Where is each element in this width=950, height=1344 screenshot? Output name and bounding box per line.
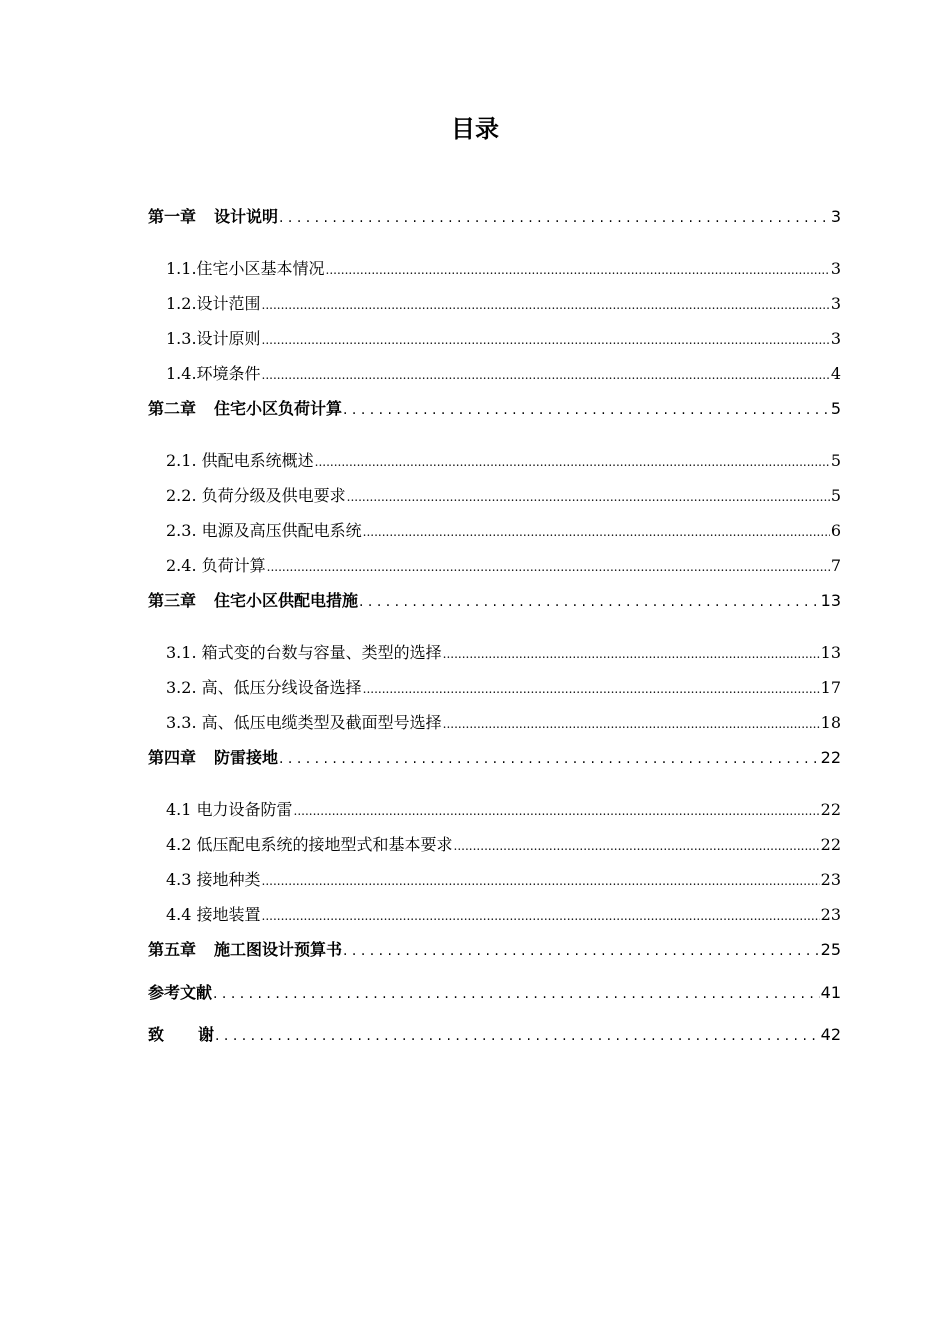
toc-entry-section-4-2[interactable] — [166, 832, 841, 858]
toc-entry-section-2-2[interactable] — [166, 483, 841, 509]
toc-entry-page: 23 — [820, 870, 841, 889]
toc-entry-title: 高、低压电缆类型及截面型号选择 — [201, 713, 442, 732]
toc-dot-leader — [326, 256, 830, 283]
toc-entry-number: 4.1 — [166, 800, 197, 819]
toc-entry-number: 第三章 — [148, 591, 197, 610]
toc-dot-leader — [443, 710, 820, 737]
toc-entry-page: 7 — [830, 556, 841, 575]
toc-entry-title: 高、低压分线设备选择 — [201, 678, 362, 697]
toc-entry-page: 3 — [830, 294, 841, 313]
toc-entry-title: 供配电系统概述 — [201, 451, 314, 470]
toc-entry-title: 环境条件 — [196, 364, 261, 383]
toc-entry-chapter-1[interactable] — [148, 204, 841, 230]
toc-entry-chapter-2[interactable] — [148, 396, 841, 422]
toc-entry-page: 42 — [820, 1025, 841, 1044]
toc-entry-page: 25 — [820, 940, 841, 959]
toc-entry-title: 住宅小区基本情况 — [196, 259, 325, 278]
toc-entry-chapter-5[interactable] — [148, 937, 841, 963]
toc-entry-title: 电源及高压供配电系统 — [201, 521, 362, 540]
toc-entry-number: 致 — [148, 1025, 165, 1044]
toc-entry-number: 3.1. — [166, 643, 202, 662]
toc-entry-title: 住宅小区负荷计算 — [214, 399, 343, 418]
toc-entry-title: 负荷分级及供电要求 — [201, 486, 346, 505]
toc-dot-leader — [363, 518, 830, 545]
toc-dot-leader — [262, 902, 820, 929]
toc-entry-title: 电力设备防雷 — [196, 800, 293, 819]
toc-entry-page: 22 — [820, 800, 841, 819]
toc-entry-section-3-1[interactable] — [166, 640, 841, 666]
toc-entry-title: 施工图设计预算书 — [214, 940, 343, 959]
toc-entry-title: 住宅小区供配电措施 — [214, 591, 359, 610]
toc-entry-page: 17 — [820, 678, 841, 697]
toc-entry-title: 负荷计算 — [201, 556, 266, 575]
toc-entry-page: 3 — [830, 259, 841, 278]
toc-entry-title: 设计原则 — [196, 329, 261, 348]
toc-dot-leader — [363, 675, 820, 702]
toc-entry-section-2-1[interactable] — [166, 448, 841, 474]
toc-dot-leader — [294, 797, 820, 824]
toc-entry-page: 23 — [820, 905, 841, 924]
toc-entry-page: 3 — [830, 207, 841, 226]
toc-entry-page: 4 — [830, 364, 841, 383]
toc-entry-page: 5 — [830, 486, 841, 505]
toc-dot-leader — [454, 832, 820, 859]
toc-entry-number: 4.4 — [166, 905, 197, 924]
toc-entry-number: 第五章 — [148, 940, 197, 959]
page-title: 目录 — [451, 115, 499, 143]
toc-dot-leader — [359, 588, 820, 615]
toc-entry-section-3-3[interactable] — [166, 710, 841, 736]
toc-entry-number: 1.1. — [166, 259, 197, 278]
toc-entry-chapter-4[interactable] — [148, 745, 841, 771]
toc-entry-section-2-4[interactable] — [166, 553, 841, 579]
toc-entry-section-4-3[interactable] — [166, 867, 841, 893]
toc-dot-leader — [279, 745, 820, 772]
toc-entry-number: 2.4. — [166, 556, 202, 575]
toc-entry-title: 接地种类 — [196, 870, 261, 889]
toc-dot-leader — [347, 483, 830, 510]
toc-entry-page: 22 — [820, 835, 841, 854]
toc-entry-section-1-3[interactable] — [166, 326, 841, 352]
toc-dot-leader — [213, 980, 820, 1007]
toc-entry-number: 2.2. — [166, 486, 202, 505]
toc-entry-title: 箱式变的台数与容量、类型的选择 — [201, 643, 442, 662]
toc-entry-number: 2.3. — [166, 521, 202, 540]
toc-entry-number: 1.2. — [166, 294, 197, 313]
toc-entry-section-1-4[interactable] — [166, 361, 841, 387]
toc-entry-number: 3.3. — [166, 713, 202, 732]
toc-entry-page: 13 — [820, 643, 841, 662]
toc-entry-title: 防雷接地 — [214, 748, 279, 767]
toc-dot-leader — [262, 326, 830, 353]
toc-entry-references[interactable] — [148, 980, 841, 1006]
toc-dot-leader — [343, 937, 820, 964]
toc-entry-chapter-3[interactable] — [148, 588, 841, 614]
toc-dot-leader — [343, 396, 830, 423]
toc-entry-page: 18 — [820, 713, 841, 732]
toc-entry-title: 谢 — [198, 1025, 215, 1044]
toc-dot-leader — [262, 361, 830, 388]
toc-entry-title: 低压配电系统的接地型式和基本要求 — [196, 835, 453, 854]
toc-entry-section-4-1[interactable] — [166, 797, 841, 823]
toc-entry-section-1-1[interactable] — [166, 256, 841, 282]
toc-entry-page: 6 — [830, 521, 841, 540]
toc-entry-title: 接地装置 — [196, 905, 261, 924]
toc-entry-title: 设计范围 — [196, 294, 261, 313]
toc-entry-section-4-4[interactable] — [166, 902, 841, 928]
toc-entry-acknowledgements[interactable] — [148, 1022, 841, 1048]
toc-entry-section-2-3[interactable] — [166, 518, 841, 544]
toc-entry-number: 第四章 — [148, 748, 197, 767]
toc-entry-number: 第二章 — [148, 399, 197, 418]
toc-entry-page: 13 — [820, 591, 841, 610]
toc-entry-number: 第一章 — [148, 207, 197, 226]
toc-entry-number: 4.2 — [166, 835, 197, 854]
toc-entry-page: 41 — [820, 983, 841, 1002]
toc-entry-number: 1.3. — [166, 329, 197, 348]
toc-dot-leader — [267, 553, 830, 580]
toc-entry-number: 1.4. — [166, 364, 197, 383]
toc-dot-leader — [279, 204, 830, 231]
toc-entry-title: 设计说明 — [214, 207, 279, 226]
toc-dot-leader — [443, 640, 820, 667]
toc-dot-leader — [262, 291, 830, 318]
toc-entry-page: 3 — [830, 329, 841, 348]
toc-dot-leader — [315, 448, 830, 475]
toc-dot-leader — [262, 867, 820, 894]
toc-entry-section-3-2[interactable] — [166, 675, 841, 701]
toc-entry-number: 4.3 — [166, 870, 197, 889]
toc-dot-leader — [215, 1022, 820, 1049]
toc-entry-page: 5 — [830, 399, 841, 418]
toc-entry-number: 2.1. — [166, 451, 202, 470]
toc-entry-title: 参考文献 — [148, 983, 213, 1002]
toc-entry-page: 22 — [820, 748, 841, 767]
toc-entry-section-1-2[interactable] — [166, 291, 841, 317]
toc-entry-number: 3.2. — [166, 678, 202, 697]
toc-entry-page: 5 — [830, 451, 841, 470]
